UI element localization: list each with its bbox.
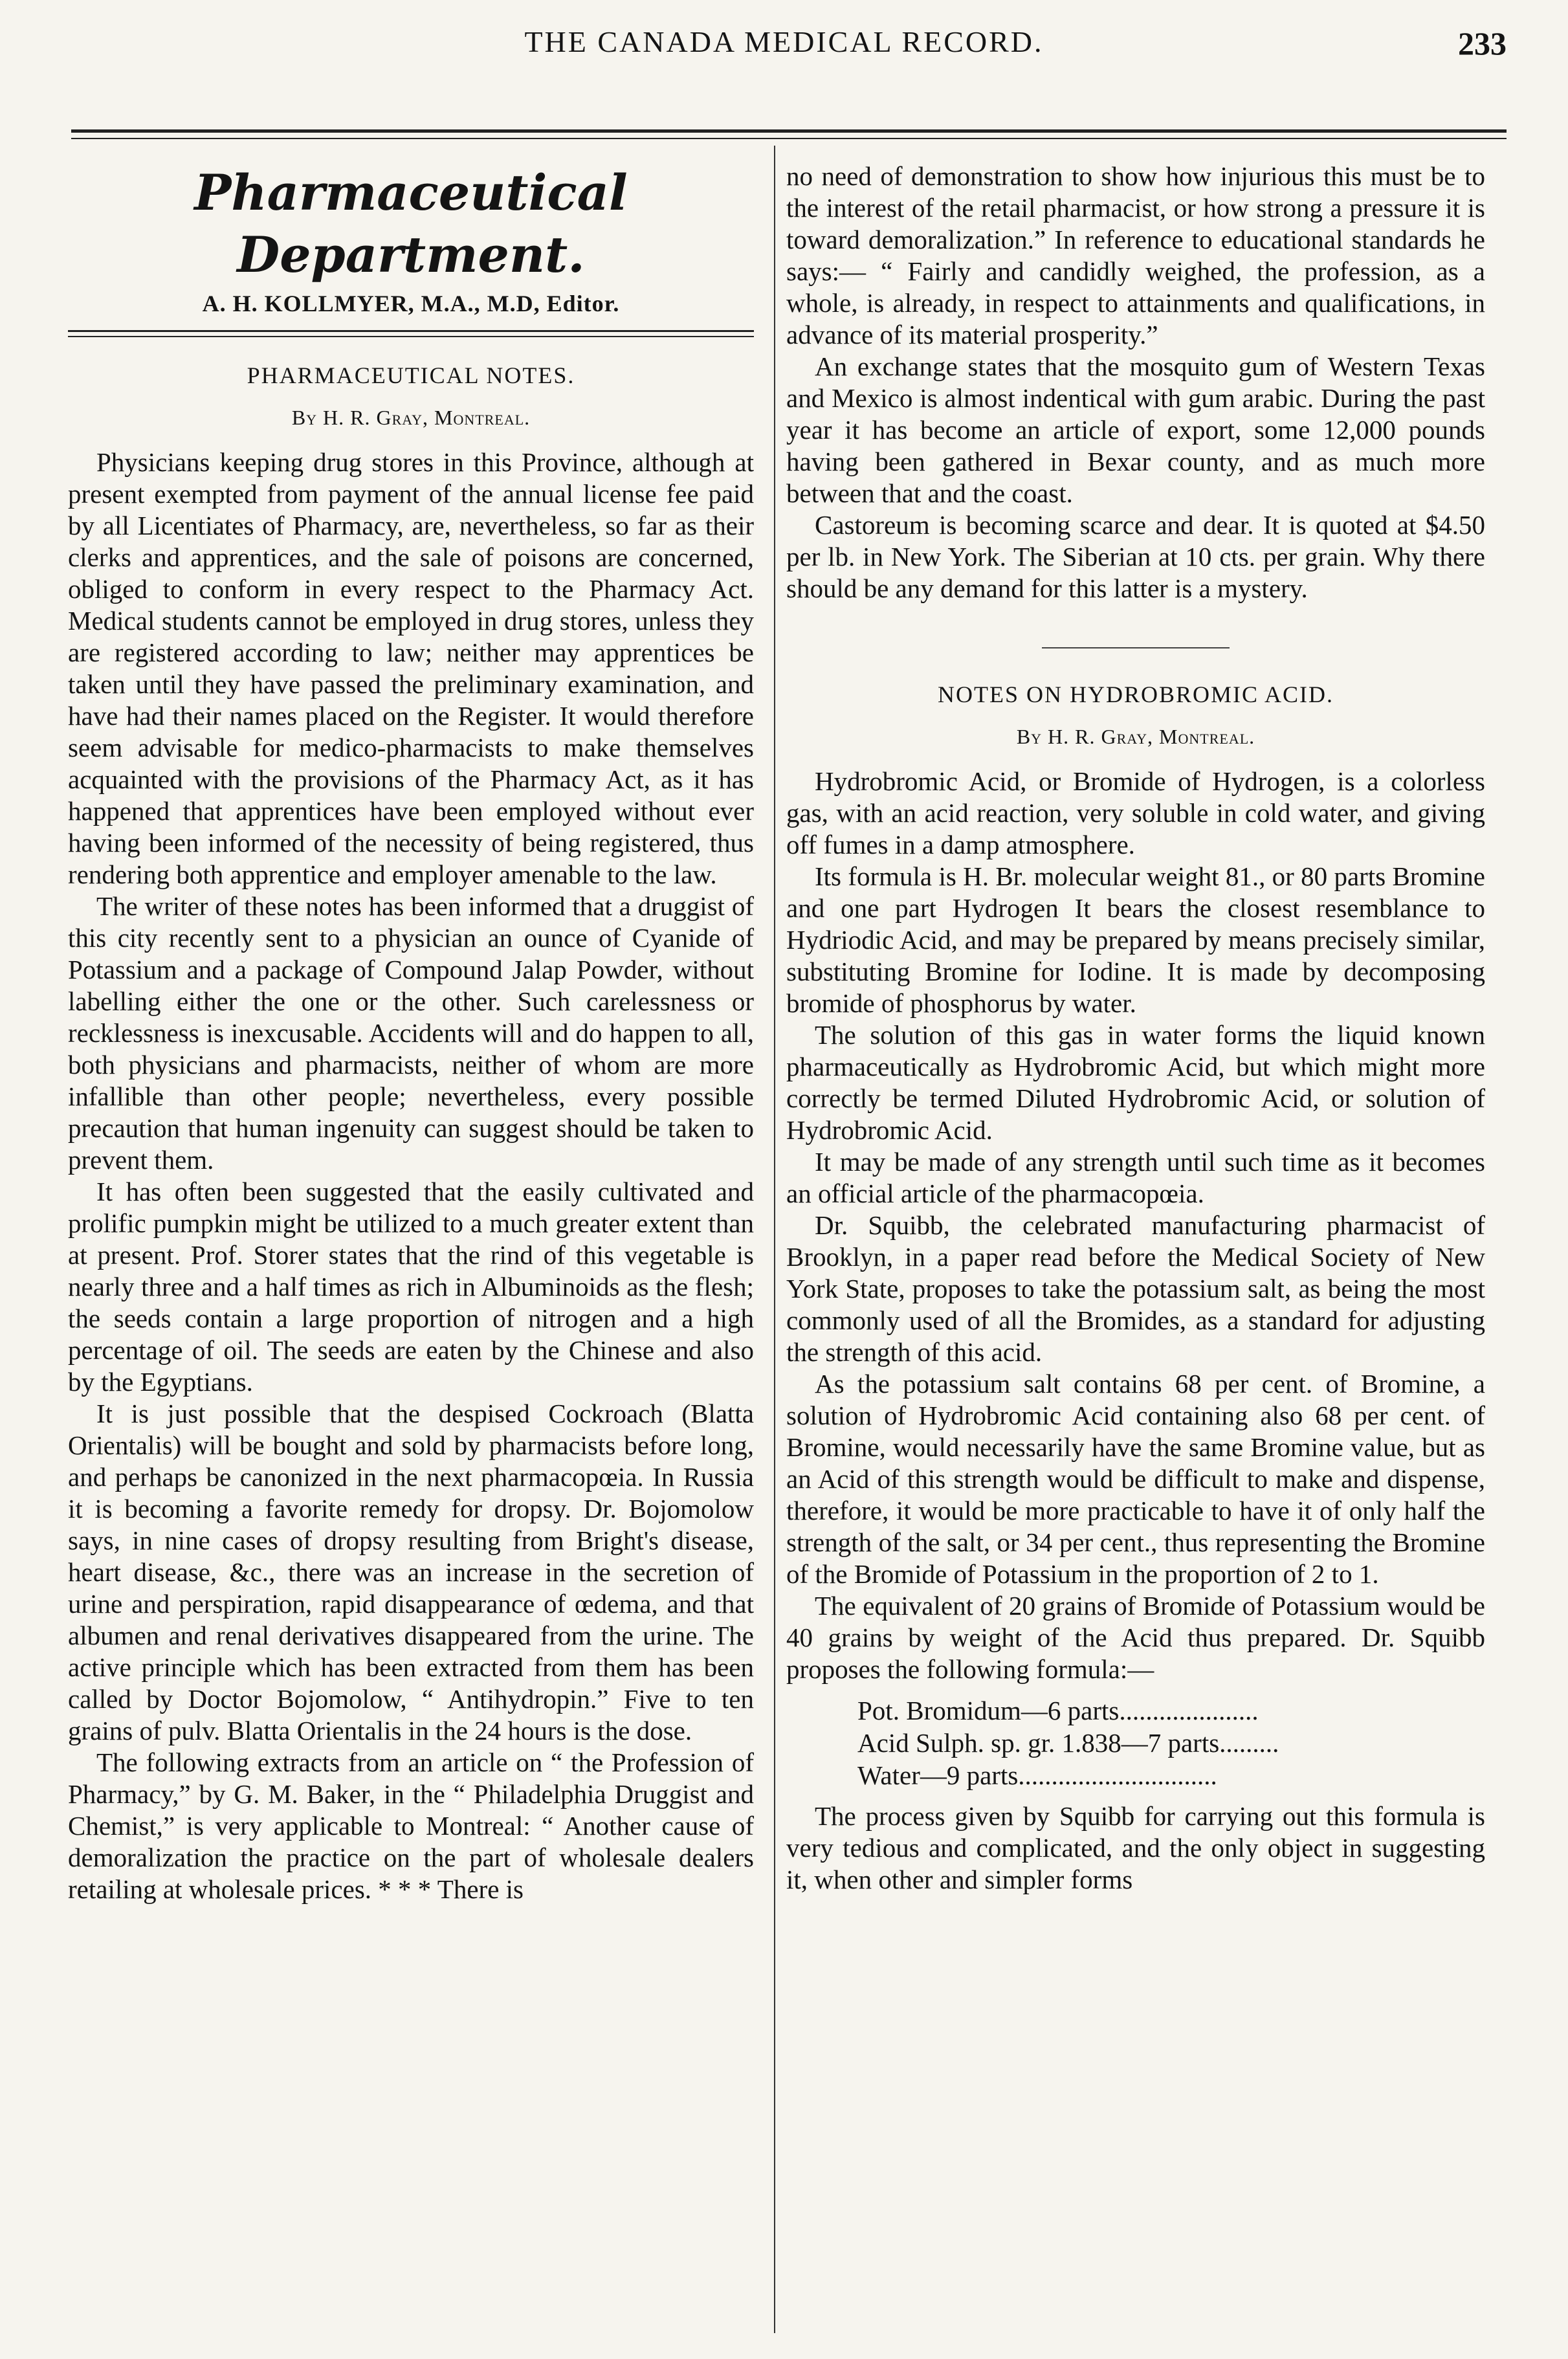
formula-block xyxy=(857,1694,1485,1791)
header-rule-thick xyxy=(71,129,1507,133)
paragraph: Its formula is H. Br. molecular weight 81., or 80 parts Bromine and one part Hydrogen It bears the closest resemblance to Hydriodic Acid, and may be prepared by means precisely similar, substituting Bromine for Iodine. It is made by decomposing bromide of phosphorus by water. xyxy=(786,861,1485,1018)
formula-line: Acid Sulph. sp. gr. 1.838—7 parts......... xyxy=(857,1728,1279,1758)
formula-line: Water—9 parts.............................. xyxy=(857,1760,1217,1790)
paragraph: The writer of these notes has been informed that a druggist of this city recently sent to a physician an ounce of Cyanide of Potassium and a package of Compound Jalap Powder, without labelling either the one or the other. Such carelessness or recklessness is inexcusable. Accidents will and do happen to all, both physicians and pharmacists, neither of whom are more infallible than other people; nevertheless, every possible precaution that human ingenuity can suggest should be taken to prevent them. xyxy=(68,891,754,1175)
left-column xyxy=(68,155,754,1905)
paragraph: Castoreum is becoming scarce and dear. It is quoted at $4.50 per lb. in New York. The Siberian at 10 cts. per grain. Why there should be any demand for this latter is a mystery. xyxy=(786,510,1485,603)
paragraph: It has often been suggested that the easily cultivated and prolific pumpkin might be utilized to a much greater extent than at present. Prof. Storer states that the rind of this vegetable is nearly three and a half times as rich in Albuminoids as the flesh; the seeds contain a large proportion of nitrogen and a high percentage of oil. The seeds are eaten by the Chinese and also by the Egyptians. xyxy=(68,1177,754,1397)
editor-separator-rule xyxy=(68,330,754,332)
section-title-pharmaceutical-notes: PHARMACEUTICAL NOTES. xyxy=(247,362,575,388)
paragraph: The process given by Squibb for carrying out this formula is very tedious and complicated, and the only object in suggesting it, when other and simpler forms xyxy=(786,1801,1485,1894)
page-number: 233 xyxy=(1458,25,1507,61)
editor-separator-rule-thin xyxy=(68,336,754,337)
paragraph: The solution of this gas in water forms the liquid known pharmaceutically as Hydrobromic Acid, but which might more correctly be termed Diluted Hydrobromic Acid, or solution of Hydrobromic Acid. xyxy=(786,1020,1485,1145)
paragraph: Hydrobromic Acid, or Bromide of Hydrogen, is a colorless gas, with an acid reaction, very soluble in cold water, and giving off fumes in a damp atmosphere. xyxy=(786,766,1485,859)
byline: By H. R. Gray, Montreal. xyxy=(291,406,531,429)
editor-line: A. H. KOLLMYER, M.A., M.D, Editor. xyxy=(202,291,620,316)
paragraph: As the potassium salt contains 68 per cent. of Bromine, a solution of Hydrobromic Acid containing also 68 per cent. of Bromine, would necessarily have the same Bromine value, but as an Acid of this strength would be difficult to make and dispense, therefore, it would be more practicable to have it of only half the strength of the salt, or 34 per cent., thus representing the Bromine of the Bromide of Potassium in the proportion of 2 to 1. xyxy=(786,1369,1485,1589)
header-rule-thin xyxy=(71,138,1507,139)
paragraph: Dr. Squibb, the celebrated manufacturing pharmacist of Brooklyn, in a paper read before the Medical Society of New York State, proposes to take the potassium salt, as being the most commonly used of all the Bromides, as a standard for adjusting the strength of this acid. xyxy=(786,1210,1485,1367)
running-title: THE CANADA MEDICAL RECORD. xyxy=(524,25,1044,58)
byline: By H. R. Gray, Montreal. xyxy=(1016,725,1255,748)
paragraph: It is just possible that the despised Cockroach (Blatta Orientalis) will be bought and sold by pharmacists before long, and perhaps be canonized in the next pharmacopœia. In Russia it is becoming a favorite remedy for dropsy. Dr. Bojomolow says, in nine cases of dropsy resulting from Bright's disease, heart disease, &c., there was an increase in the secretion of urine and perspiration, rapid disappearance of œdema, and that albumen and renal derivatives disappeared from the urine. The active principle which has been extracted from them has been called by Doctor Bojomolow, “ Antihydropin.” Five to ten grains of pulv. Blatta Orientalis in the 24 hours is the dose. xyxy=(68,1399,754,1745)
paragraph: Physicians keeping drug stores in this Province, although at present exempted from payment of the annual license fee paid by all Licentiates of Pharmacy, are, nevertheless, so far as their clerks and apprentices, and the sale of poisons are concerned, obliged to conform in every respect to the Pharmacy Act. Medical students cannot be employed in drug stores, unless they are registered according to law; neither may apprentices be taken until they have passed the preliminary examination, and have had their names placed on the Register. It would therefore seem advisable for medico-pharmacists to make themselves acquainted with the provisions of the Pharmacy Act, as it has happened that apprentices have been employed without ever having been informed of the necessity of being registered, thus rendering both apprentice and employer amenable to the law. xyxy=(68,447,754,889)
paragraph: An exchange states that the mosquito gum of Western Texas and Mexico is almost indentical with gum arabic. During the past year it has become an article of export, some 12,000 pounds having been gathered in Bexar county, and as much more between that and the coast. xyxy=(786,351,1485,508)
formula-line: Pot. Bromidum—6 parts..................... xyxy=(857,1696,1259,1725)
paragraph: The equivalent of 20 grains of Bromide of Potassium would be 40 grains by weight of the Acid thus prepared. Dr. Squibb proposes the following formula:— xyxy=(786,1591,1485,1684)
section-separator-rule xyxy=(1042,647,1230,648)
paragraph-continued: no need of demonstration to show how injurious this must be to the interest of the retail pharmacist, or how strong a pressure it is toward demoralization.” In reference to educational standards he says:— “ Fairly and candidly weighed, the profession, as a whole, is already, in respect to attainments and qualifications, in advance of its material prosperity.” xyxy=(786,161,1485,349)
paragraph: It may be made of any strength until such time as it becomes an official article of the pharmacopœia. xyxy=(786,1147,1485,1208)
right-column xyxy=(786,161,1485,1896)
running-head xyxy=(0,25,1568,76)
paragraph: The following extracts from an article on “ the Profession of Pharmacy,” by G. M. Baker, in the “ Philadelphia Druggist and Chemist,” is very applicable to Montreal: “ Another cause of demoralization the practice on the part of wholesale dealers retailing at wholesale prices. * * * There is xyxy=(68,1747,754,1904)
department-title: Pharmaceutical Department. xyxy=(194,164,628,283)
section-title-hydrobromic-acid: NOTES ON HYDROBROMIC ACID. xyxy=(937,681,1334,707)
column-divider xyxy=(774,146,775,2333)
